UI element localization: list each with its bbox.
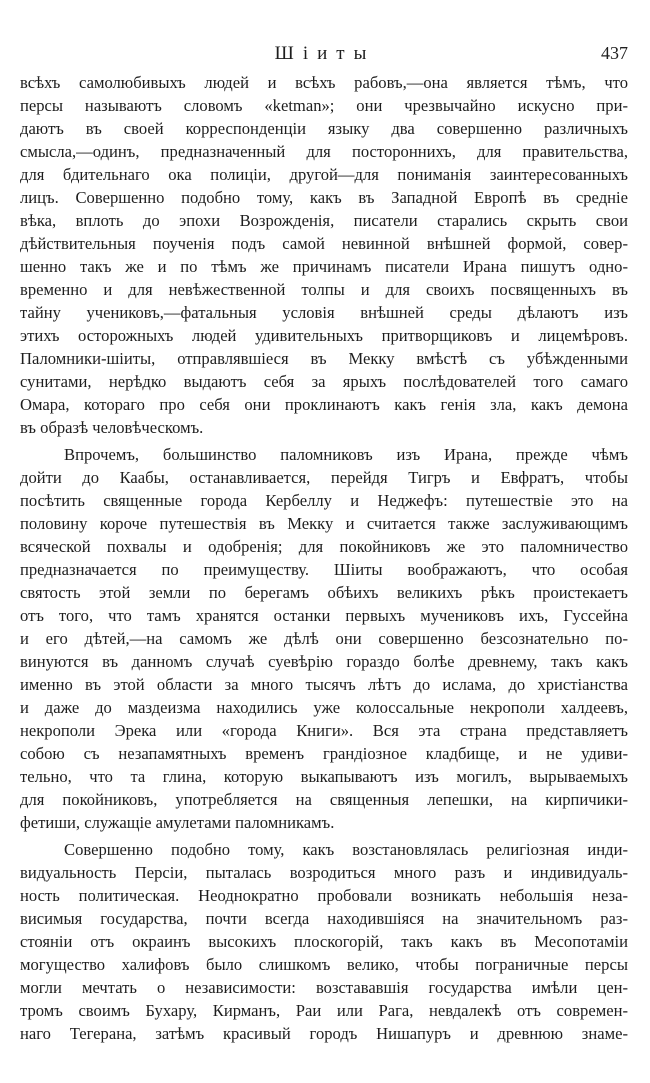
- text-line: отъ того, что тамъ хранятся останки первыхъ мучениковъ ихъ, Гуссейна: [20, 606, 628, 625]
- text-line: вѣка, вплоть до эпохи Возрожденія, писатели старались скрыть свои: [20, 211, 628, 230]
- body-text: [20, 71, 628, 1049]
- text-line: висимыя государства, почти всегда находившіяся на значительномъ раз-: [20, 909, 628, 928]
- text-line: шенно такъ же и по тѣмъ же причинамъ писатели Ирана пишутъ одно-: [20, 257, 628, 276]
- text-line: дойти до Каабы, останавливается, перейдя Тигръ и Евфратъ, чтобы: [20, 468, 628, 487]
- page-header: [0, 40, 650, 70]
- text-line: некрополи Эрека или «города Книги». Вся эта страна представляетъ: [20, 721, 628, 740]
- text-line: Омара, котораго про себя они проклинаютъ какъ генія зла, какъ демона: [20, 395, 628, 414]
- text-line: въ образѣ человѣческомъ.: [20, 418, 204, 437]
- paragraph: [20, 443, 628, 834]
- text-line: фетиши, служащіе амулетами паломникамъ.: [20, 813, 335, 832]
- text-line: дѣйствительныя поученія подъ самой невинной внѣшней формой, совер-: [20, 234, 628, 253]
- text-line: предназначается по преимуществу. Шіиты воображаютъ, что особая: [20, 560, 628, 579]
- text-line: тромъ своимъ Бухару, Кирманъ, Раи или Рага, невдалекѣ отъ современ-: [20, 1001, 628, 1020]
- text-line: всѣхъ самолюбивыхъ людей и всѣхъ рабовъ,—она является тѣмъ, что: [20, 73, 628, 92]
- text-line: лицъ. Совершенно подобно тому, какъ въ Западной Европѣ въ средніе: [20, 188, 628, 207]
- text-line: Паломники-шіиты, отправлявшіеся въ Мекку вмѣстѣ съ убѣжденными: [20, 349, 628, 368]
- text-line: винуются въ данномъ случаѣ суевѣрію гораздо болѣе древнему, такъ какъ: [20, 652, 628, 671]
- paragraph: [20, 71, 628, 439]
- text-line: даютъ въ своей корреспонденціи языку два совершенно различныхъ: [20, 119, 628, 138]
- text-line: могущество халифовъ было слишкомъ велико, чтобы пограничные персы: [20, 955, 628, 974]
- text-line: и даже до маздеизма находились уже колоссальные некрополи халдеевъ,: [20, 698, 628, 717]
- text-line: стояніи отъ окраинъ высокихъ плоскогорій, такъ какъ въ Месопотаміи: [20, 932, 628, 951]
- text-line: Совершенно подобно тому, какъ возстановлялась религіозная инди-: [64, 840, 628, 859]
- paragraph: [20, 838, 628, 1045]
- text-line: для покойниковъ, употребляется на священныя лепешки, на кирпичики-: [20, 790, 628, 809]
- text-line: посѣтить священные города Кербеллу и Неджефъ: путешествіе это на: [20, 491, 628, 510]
- text-line: именно въ этой области за много тысячъ лѣтъ до ислама, до христіанства: [20, 675, 628, 694]
- text-line: ность политическая. Неоднократно пробовали возникать небольшія неза-: [20, 886, 628, 905]
- text-line: видуальность Персіи, пыталась возродиться много разъ и индивидуаль-: [20, 863, 628, 882]
- text-line: смысла,—одинъ, предназначенный для постороннихъ, для правительства,: [20, 142, 628, 161]
- text-line: для бдительнаго ока полиціи, другой—для пониманія заинтересованныхъ: [20, 165, 628, 184]
- text-line: собою съ незапамятныхъ временъ грандіозное кладбище, и не удиви-: [20, 744, 628, 763]
- text-line: святость этой земли по берегамъ обѣихъ великихъ рѣкъ проистекаетъ: [20, 583, 628, 602]
- running-title: Шіиты: [274, 43, 376, 64]
- text-line: всяческой похвалы и одобренія; для покойниковъ же это паломничество: [20, 537, 628, 556]
- text-line: наго Тегерана, затѣмъ красивый городъ Нишапуръ и древнюю знаме-: [20, 1024, 628, 1043]
- text-line: могли мечтать о независимости: возстававшія государства имѣли цен-: [20, 978, 628, 997]
- page-number: 437: [601, 43, 628, 63]
- text-line: этихъ осторожныхъ людей удивительныхъ притворщиковъ и лицемѣровъ.: [20, 326, 628, 345]
- text-line: половину короче путешествія въ Мекку и считается также заслуживающимъ: [20, 514, 628, 533]
- text-line: персы называютъ словомъ «ketman»; они чрезвычайно искусно при-: [20, 96, 628, 115]
- text-line: и его дѣтей,—на самомъ же дѣлѣ они совершенно безсознательно по-: [20, 629, 628, 648]
- text-line: Впрочемъ, большинство паломниковъ изъ Ирана, прежде чѣмъ: [64, 445, 628, 464]
- text-line: временно и для невѣжественной толпы и для своихъ посвященныхъ въ: [20, 280, 628, 299]
- text-line: сунитами, нерѣдко выдаютъ себя за ярыхъ послѣдователей того самаго: [20, 372, 628, 391]
- text-line: тельно, что та глина, которую выкапываютъ изъ могилъ, вырываемыхъ: [20, 767, 628, 786]
- text-line: тайну учениковъ,—фатальныя условія внѣшней среды дѣлаютъ изъ: [20, 303, 628, 322]
